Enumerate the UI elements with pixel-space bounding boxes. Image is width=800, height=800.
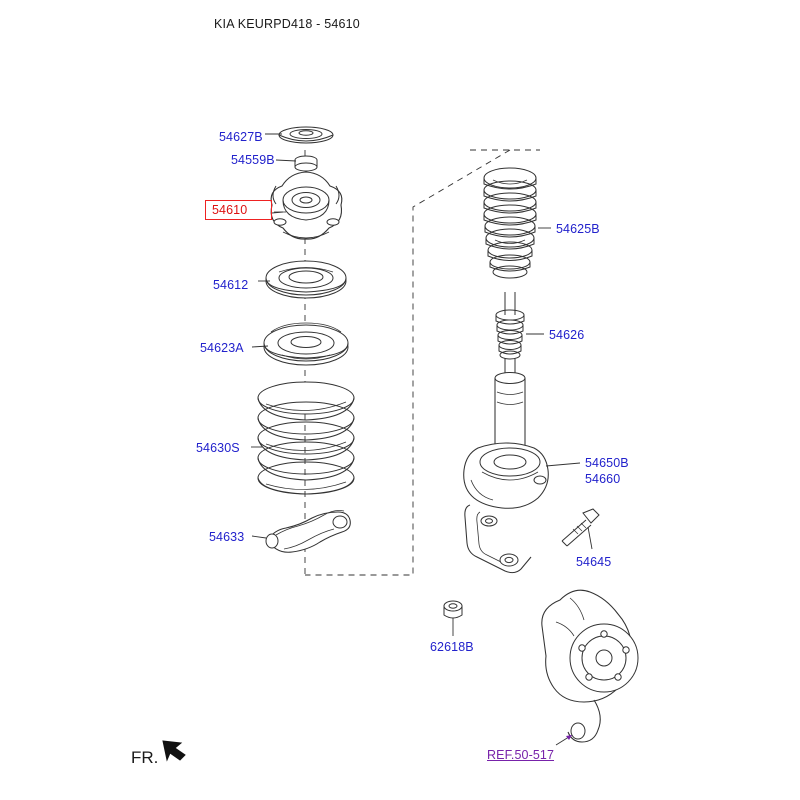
part-label-54623A: 54623A	[200, 341, 244, 355]
part-label-54610: 54610	[212, 203, 248, 217]
part-label-54660: 54660	[585, 472, 621, 486]
part-label-54625B: 54625B	[556, 222, 600, 236]
front-direction-label: FR.	[131, 748, 159, 767]
part-label-54559B: 54559B	[231, 153, 275, 167]
part-label-54633: 54633	[209, 530, 245, 544]
part-label-54626: 54626	[549, 328, 585, 342]
part-label-54612: 54612	[213, 278, 249, 292]
part-label-54650B: 54650B	[585, 456, 629, 470]
reference-link-50-517[interactable]: REF.50-517	[487, 748, 555, 762]
part-label-54645: 54645	[576, 555, 612, 569]
part-label-54627B: 54627B	[219, 130, 263, 144]
part-label-62618B: 62618B	[430, 640, 474, 654]
page-title: KIA KEURPD418 - 54610	[214, 17, 360, 31]
part-label-54630S: 54630S	[196, 441, 240, 455]
